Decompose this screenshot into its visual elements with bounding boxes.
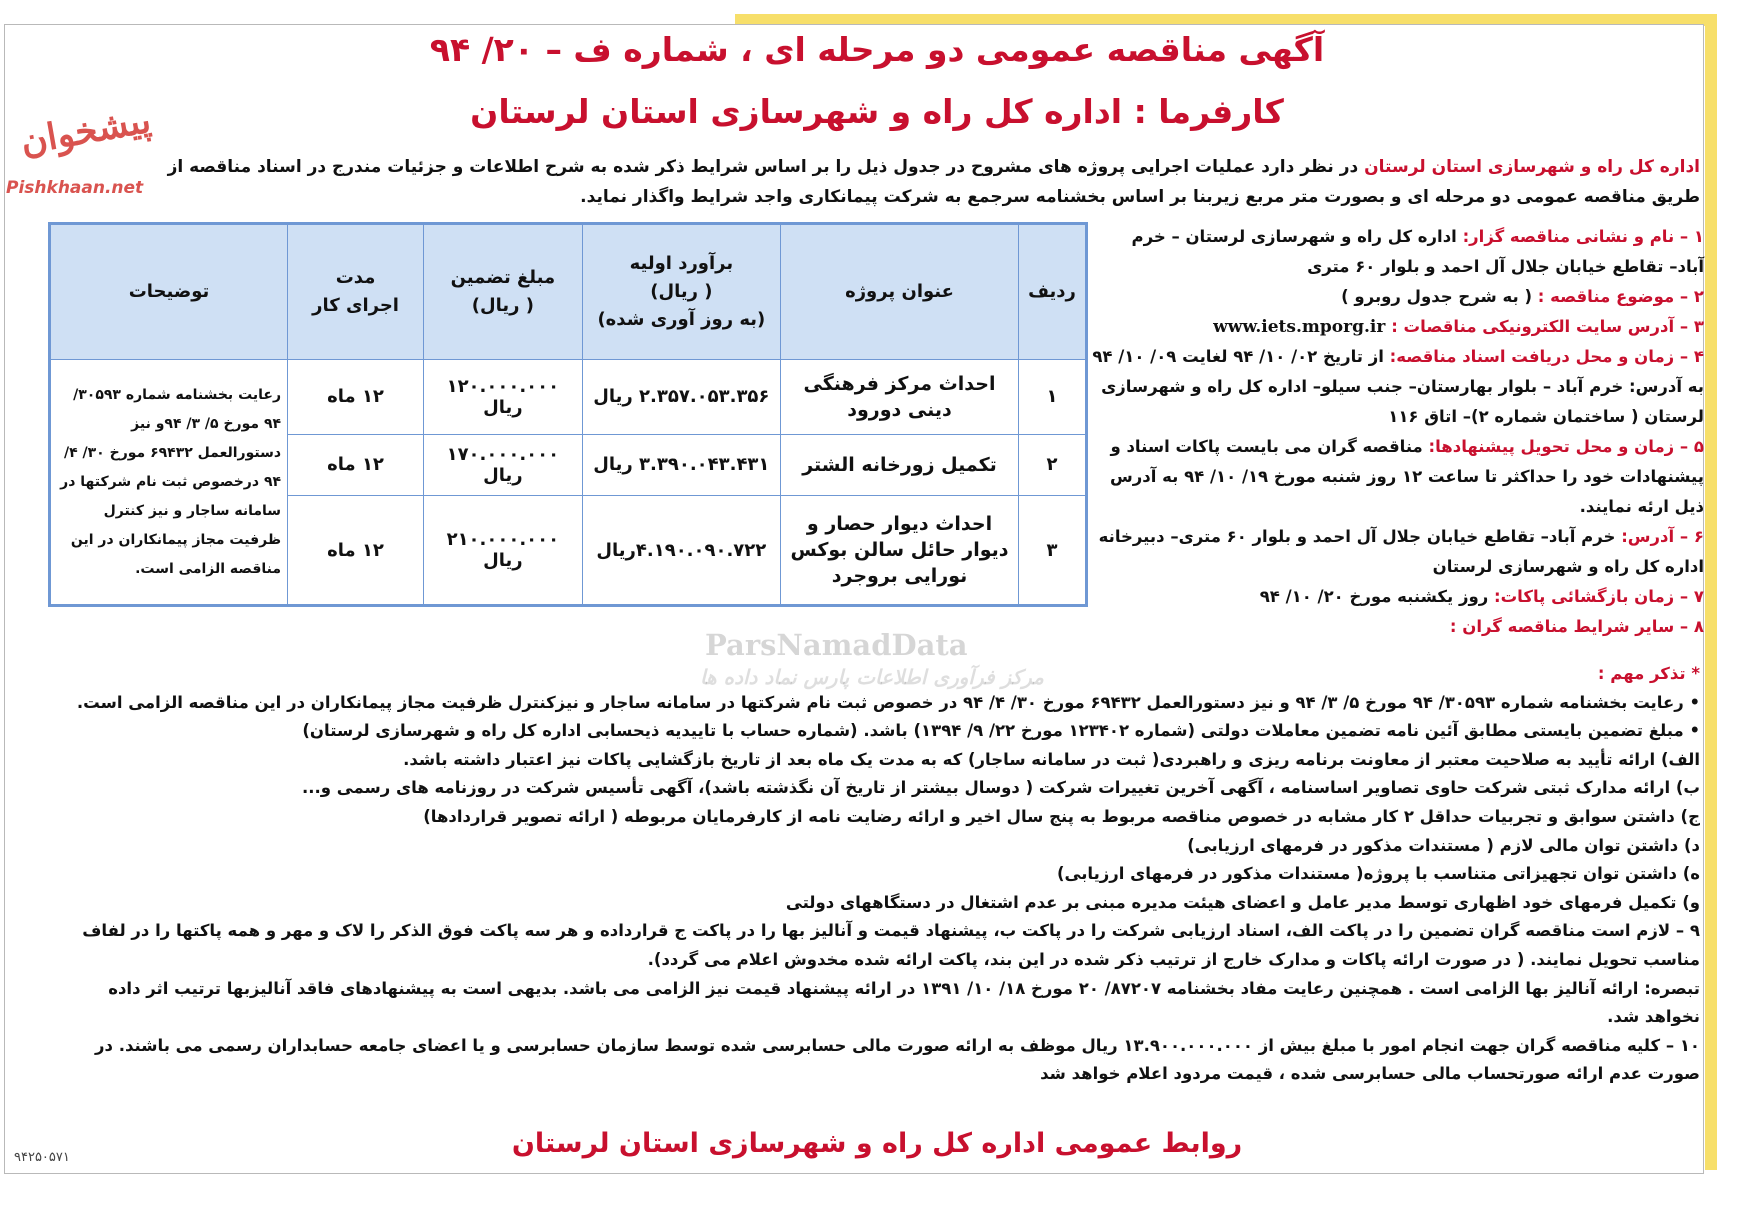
watermark-latin: ParsNamadData [705, 628, 968, 662]
info-item [1092, 612, 1704, 642]
project-duration: ۱۲ ماه [288, 360, 424, 435]
note-item: ۹ – لازم است مناقصه گران تضمین را در پاکت الف، اسناد ارزیابی شرکت را در پاکت ب، پیشنهاد قیمت و آنالیز بها را در پاکت ج قرارداده و هر سه پاکت فوق الذکر را لاک و مهر و همه پاکتها را در لفاف مناسب تحویل نمایند. ( در صورت ارائه پاکات و مدارک خارج از ترتیب ذکر شده در این بند، پاکت ارائه شده مخدوش اعلام می گردد). [82, 921, 1700, 969]
table-row [50, 360, 1087, 435]
projects-table [48, 222, 1088, 607]
intro-org: اداره کل راه و شهرسازی استان لرستان [1364, 157, 1700, 177]
project-estimate: ۳.۳۹۰.۰۴۳.۴۳۱ ریال [582, 434, 780, 496]
project-title: احداث دیوار حصار و دیوار حائل سالن بوکس نورایی بروجرد [781, 496, 1019, 606]
website-link[interactable]: www.iets.mporg.ir [1213, 317, 1392, 337]
header-project-title: عنوان پروژه [781, 224, 1019, 360]
info-label: ۲ – موضوع مناقصه : [1537, 287, 1704, 306]
info-label: ۵ – زمان و محل تحویل پیشنهادها: [1428, 437, 1704, 456]
info-label: ۷ – زمان بازگشائی پاکات: [1493, 587, 1704, 606]
info-text: خرم آباد– تقاطع خیابان جلال آل احمد و بلوار ۶۰ متری– دبیرخانه اداره کل راه و شهرسازی لرستان [1098, 527, 1704, 576]
tender-info-list [1092, 222, 1704, 642]
note-item: ب) ارائه مدارک ثبتی شرکت حاوی تصاویر اساسنامه ، آگهی آخرین تغییرات شرکت ( دوسال بیشتر از تاریخ آن نگذشته باشد)، آگهی تأسیس شرکت در روزنامه های رسمی و... [301, 778, 1700, 798]
info-label: ۶ – آدرس: [1621, 527, 1704, 546]
row-number: ۱ [1019, 360, 1087, 435]
project-guarantee: ۱۲۰.۰۰۰.۰۰۰ ریال [424, 360, 583, 435]
intro-text: در نظر دارد عملیات اجرایی پروژه های مشروح در جدول ذیل را بر اساس شرایط ذکر شده به شرح اطلاعات و جزئیات مندرج در اسناد مناقصه از طریق مناقصه عمومی دو مرحله ای و بصورت متر مربع زیربنا بر اساس بخشنامه سرجمع به شرکت پیمانکاری واجد شرایط واگذار نماید. [167, 157, 1700, 207]
note-item: و) تکمیل فرمهای خود اظهاری توسط مدیر عامل و اعضای هیئت مدیره مبنی بر عدم اشتغال در دستگاههای دولتی [785, 892, 1700, 912]
reminder-title: * تذکر مهم : [1597, 664, 1700, 683]
note-item: د) داشتن توان مالی لازم ( مستندات مذکور در فرمهای ارزیابی) [1187, 835, 1700, 855]
table-notes: رعایت بخشنامه شماره ۳۰۵۹۳/ ۹۴ مورخ ۵/ ۳/ ۹۴و نیز دستورالعمل ۶۹۴۳۲ مورخ ۳۰/ ۴/ ۹۴ درخصوص ثبت نام شرکتها در سامانه ساجار و نیز کنترل ظرفیت مجاز پیمانکاران در این مناقصه الزامی است. [50, 360, 288, 606]
info-text: اداره کل راه و شهرسازی لرستان – خرم آباد– تقاطع خیابان جلال آل احمد و بلوار ۶۰ متری [1131, 227, 1704, 276]
info-text: روز یکشنبه مورخ ۲۰/ ۱۰/ ۹۴ [1259, 587, 1494, 606]
decorative-bar-right [1705, 14, 1717, 1170]
table-header-row [50, 224, 1087, 360]
header-duration: مدت اجرای کار [288, 224, 424, 360]
info-item [1092, 522, 1704, 582]
watermark-persian: مرکز فرآوری اطلاعات پارس نماد داده ها [700, 665, 1044, 689]
info-item [1092, 582, 1704, 612]
info-text: از تاریخ ۰۲/ ۱۰/ ۹۴ لغایت ۰۹/ ۱۰/ ۹۴ به آدرس: خرم آباد – بلوار بهارستان– جنب سیلو– اداره کل راه و شهرسازی لرستان ( ساختمان شماره ۲)– اتاق ۱۱۶ [1092, 347, 1704, 426]
project-duration: ۱۲ ماه [288, 496, 424, 606]
note-item: الف) ارائه تأیید به صلاحیت معتبر از معاونت برنامه ریزی و راهبردی( ثبت در سامانه ساجار) که به مدت یک ماه بعد از تاریخ بازگشایی پاکات نیز اعتبار داشته باشد. [403, 749, 1700, 769]
info-item [1092, 342, 1704, 432]
project-estimate: ۴.۱۹۰.۰۹۰.۷۲۲ریال [582, 496, 780, 606]
header-notes: توضیحات [50, 224, 288, 360]
row-number: ۳ [1019, 496, 1087, 606]
project-title: احداث مرکز فرهنگی دینی دورود [781, 360, 1019, 435]
employer-title: کارفرما : اداره کل راه و شهرسازی استان لرستان [470, 92, 1284, 131]
note-item: تبصره: ارائه آنالیز بها الزامی است . همچنین رعایت مفاد بخشنامه ۸۷۲۰۷/ ۲۰ مورخ ۱۸/ ۱۰/ ۱۳۹۱ در ارائه پیشنهاد قیمت نیز الزامی می باشد. بدیهی است به پیشنهادهای فاقد آنالیزبها ترتیب اثر داده نخواهد شد. [108, 978, 1700, 1027]
info-text: مناقصه گران می بایست پاکات اسناد و پیشنهادات خود را حداکثر تا ساعت ۱۲ روز شنبه مورخ ۱۹/ ۱۰/ ۹۴ به آدرس ذیل ارئه نمایند. [1110, 437, 1704, 516]
tender-title: آگهی مناقصه عمومی دو مرحله ای ، شماره ف – ۲۰/ ۹۴ [429, 30, 1325, 69]
pishkhaan-stamp [2, 98, 154, 206]
note-item: • رعایت بخشنامه شماره ۳۰۵۹۳/ ۹۴ مورخ ۵/ ۳/ ۹۴ و نیز دستورالعمل ۶۹۴۳۲ مورخ ۳۰/ ۴/ ۹۴ در خصوص ثبت نام شرکتها در سامانه ساجار و نیزکنترل ظرفیت مجاز پیمانکاران در این مناقصه الزامی است. [76, 692, 1700, 712]
note-item: ۱۰ – کلیه مناقصه گران جهت انجام امور با مبلغ بیش از ۱۳.۹۰۰.۰۰۰.۰۰۰ ریال موظف به ارائه صورت مالی حسابرسی شده توسط سازمان حسابرسی و یا اعضای جامعه حسابداران رسمی می باشند. در صورت عدم ارائه صورتحساب مالی حسابرسی شده ، قیمت مردود اعلام خواهد شد [95, 1035, 1700, 1084]
project-estimate: ۲.۳۵۷.۰۵۳.۳۵۶ ریال [582, 360, 780, 435]
important-notes [50, 660, 1700, 1089]
public-relations-signature: روابط عمومی اداره کل راه و شهرسازی استان لرستان [511, 1128, 1243, 1159]
header-row-number: ردیف [1019, 224, 1087, 360]
intro-paragraph [120, 152, 1700, 212]
header-guarantee: مبلغ تضمین ( ریال) [424, 224, 583, 360]
note-item: ه) داشتن توان تجهیزاتی متناسب با پروژه( مستندات مذکور در فرمهای ارزیابی) [1056, 864, 1700, 884]
stamp-brand: پیشخوان [17, 98, 154, 164]
note-item: • مبلغ تضمین بایستی مطابق آئین نامه تضمین معاملات دولتی (شماره ۱۲۳۴۰۲ مورخ ۲۲/ ۹/ ۱۳۹۴) باشد. (شماره حساب با تاییدیه ذیحسابی اداره کل راه و شهرسازی لرستان) [302, 721, 1700, 741]
info-item [1092, 432, 1704, 522]
info-item [1092, 312, 1704, 342]
header-estimate: برآورد اولیه ( ریال) (به روز آوری شده) [582, 224, 780, 360]
project-guarantee: ۲۱۰.۰۰۰.۰۰۰ ریال [424, 496, 583, 606]
info-item [1092, 222, 1704, 282]
note-item: ج) داشتن سوابق و تجربیات حداقل ۲ کار مشابه در خصوص مناقصه مربوط به پنج سال اخیر و ارائه رضایت نامه از کارفرمایان مربوطه ( ارائه تصویر قراردادها) [423, 806, 1700, 826]
ad-code: ۹۴۲۵۰۵۷۱ [14, 1150, 70, 1165]
info-label: ۸ – سایر شرایط مناقصه گران : [1449, 617, 1704, 636]
info-item [1092, 282, 1704, 312]
row-number: ۲ [1019, 434, 1087, 496]
project-guarantee: ۱۷۰.۰۰۰.۰۰۰ ریال [424, 434, 583, 496]
project-duration: ۱۲ ماه [288, 434, 424, 496]
stamp-url: Pishkhaan.net [6, 178, 144, 198]
info-label: ۳ – آدرس سایت الکترونیکی مناقصات : [1391, 317, 1704, 336]
info-label: ۱ – نام و نشانی مناقصه گزار: [1462, 227, 1704, 246]
project-title: تکمیل زورخانه الشتر [781, 434, 1019, 496]
info-label: ۴ – زمان و محل دریافت اسناد مناقصه: [1389, 347, 1704, 366]
info-text: ( به شرح جدول روبرو ) [1341, 287, 1538, 306]
